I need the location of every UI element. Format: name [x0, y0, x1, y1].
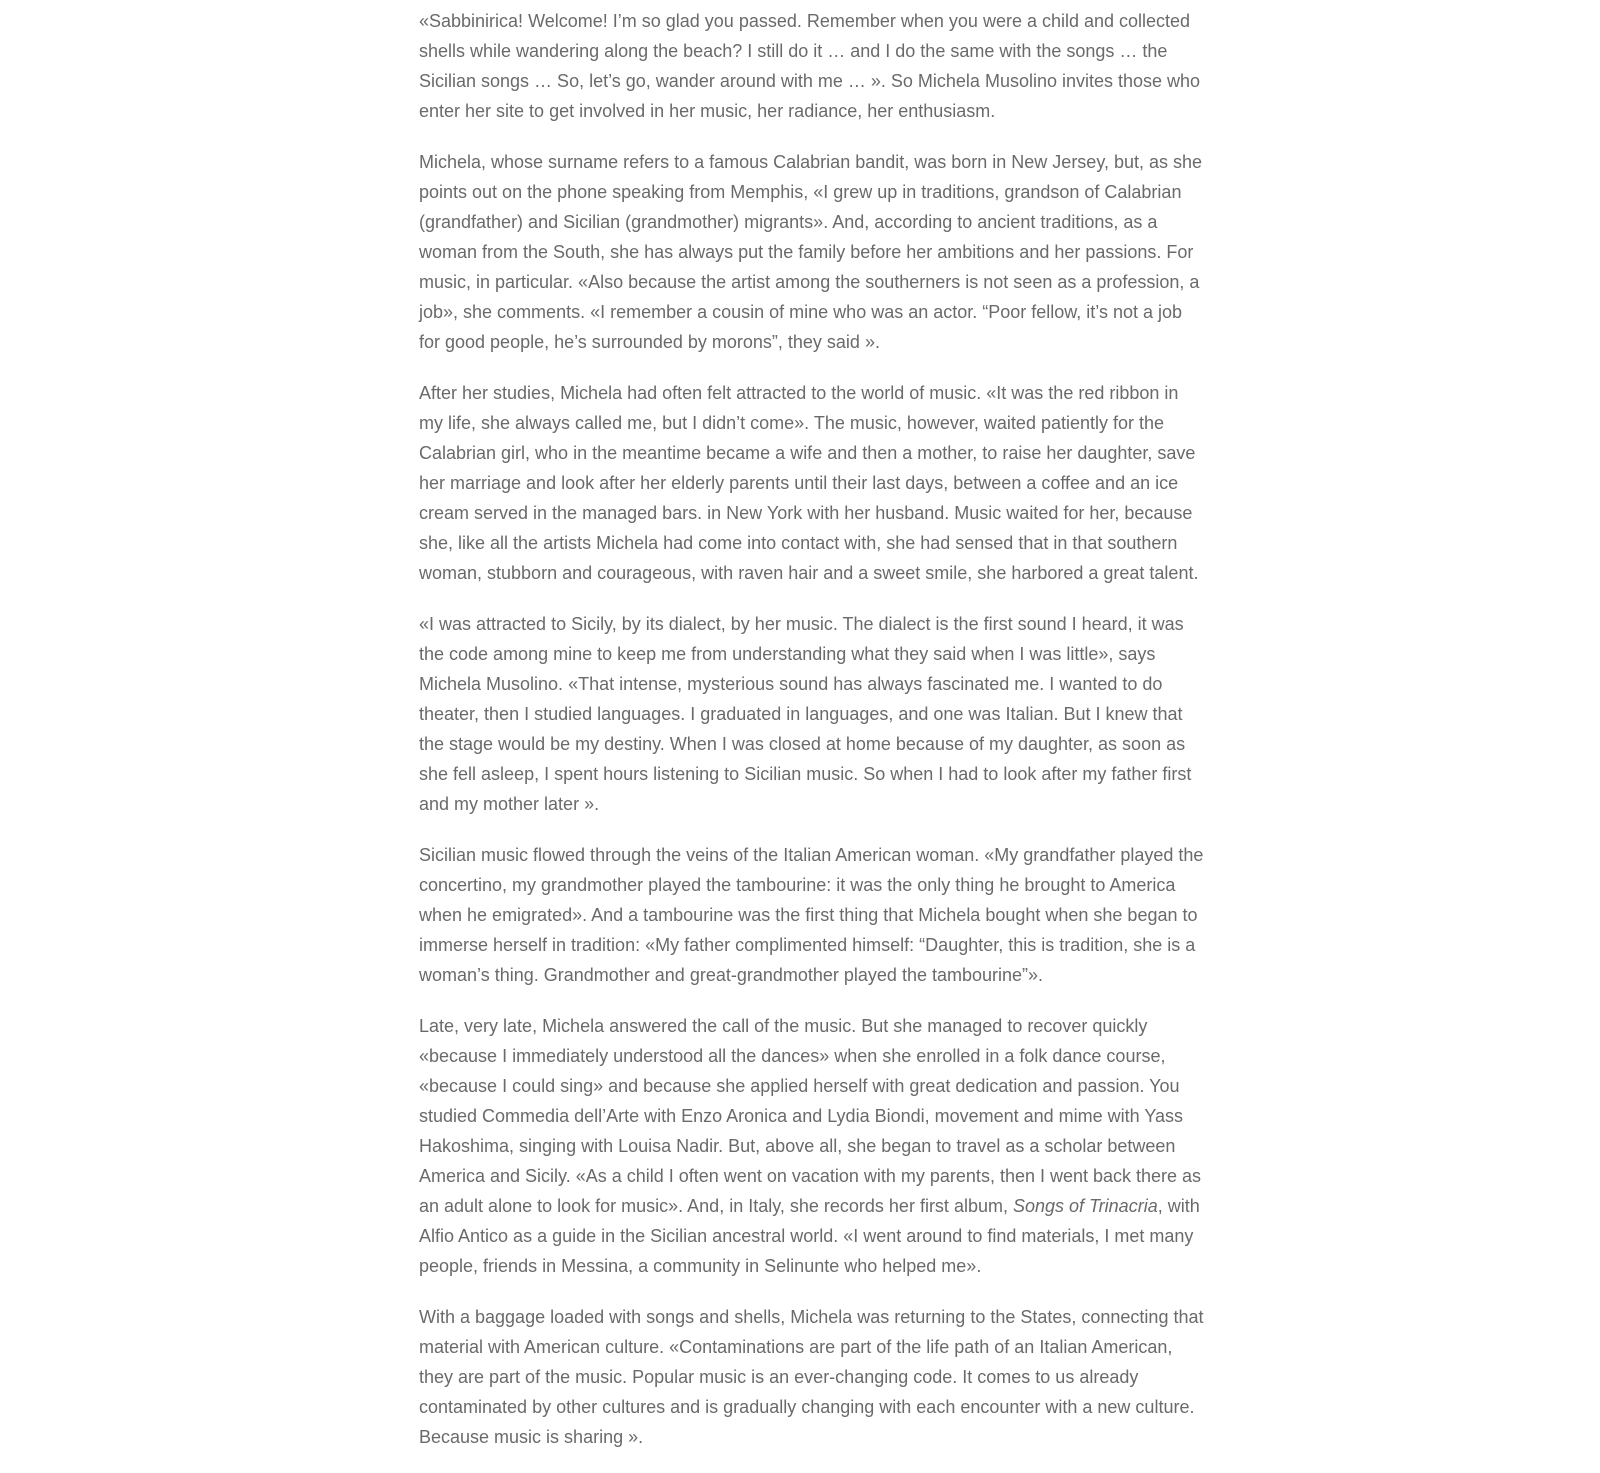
paragraph-first-album-text-end: , with Alfio Antico as a guide in the Sicilian ancestral world. «I went around to find materials, I met many people, friends in Messina, a community in Selinunte who helped me».: [419, 1196, 1200, 1276]
album-title: Songs of Trinacria: [1012, 1196, 1158, 1216]
paragraph-contaminations: With a baggage loaded with songs and shells, Michela was returning to the States, connecting that material with American culture. «Contaminations are part of the life path of an Italian American, they are part of the music. Popular music is an ever-changing code. It comes to us already contaminated by other cultures and is gradually changing with each encounter with a new culture. Because music is sharing ».: [419, 1307, 1204, 1447]
paragraph-sicily: «I was attracted to Sicily, by its dialect, by her music. The dialect is the first sound I heard, it was the code among mine to keep me from understanding what they said when I was little», says Michela Musolino. «That intense, mysterious sound has always fascinated me. I wanted to do theater, then I studied languages. I graduated in languages, and one was Italian. But I knew that the stage would be my destiny. When I was closed at home because of my daughter, as soon as she fell asleep, I spent hours listening to Sicilian music. So when I had to look after my father first and my mother later ».: [419, 614, 1192, 814]
paragraph-welcome: «Sabbinirica! Welcome! I’m so glad you passed. Remember when you were a child and collected shells while wandering along the beach? I still do it … and I do the same with the songs … the Sicilian songs … So, let’s go, wander around with me … ». So Michela Musolino invites those who enter her site to get involved in her music, her radiance, her enthusiasm.: [419, 11, 1201, 121]
paragraph-first-album: [419, 1011, 1204, 1281]
paragraph-tambourine: Sicilian music flowed through the veins of the Italian American woman. «My grandfather played the concertino, my grandmother played the tambourine: it was the only thing he brought to America when he emigrated». And a tambourine was the first thing that Michela bought when she began to immerse herself in tradition: «My father complimented himself: “Daughter, this is tradition, she is a woman’s thing. Grandmother and great-grandmother played the tambourine”».: [419, 845, 1204, 985]
article-body: [419, 6, 1204, 1473]
paragraph-studies: After her studies, Michela had often felt attracted to the world of music. «It was the red ribbon in my life, she always called me, but I didn’t come». The music, however, waited patiently for the Calabrian girl, who in the meantime became a wife and then a mother, to raise her daughter, save her marriage and look after her elderly parents until their last days, between a coffee and an ice cream served in the managed bars. in New York with her husband. Music waited for her, because she, like all the artists Michela had come into contact with, she had sensed that in that southern woman, stubborn and courageous, with raven hair and a sweet smile, she harbored a great talent.: [419, 383, 1199, 583]
paragraph-first-album-text: Late, very late, Michela answered the call of the music. But she managed to recover quickly «because I immediately understood all the dances» when she enrolled in a folk dance course, «because I could sing» and because she applied herself with great dedication and passion. You studied Commedia dell’Arte with Enzo Aronica and Lydia Biondi, movement and mime with Yass Hakoshima, singing with Louisa Nadir. But, above all, she began to travel as a scholar between America and Sicily. «As a child I often went on vacation with my parents, then I went back there as an adult alone to look for music». And, in Italy, she records her first album,: [419, 1016, 1202, 1216]
paragraph-origins: Michela, whose surname refers to a famous Calabrian bandit, was born in New Jersey, but, as she points out on the phone speaking from Memphis, «I grew up in traditions, grandson of Calabrian (grandfather) and Sicilian (grandmother) migrants». And, according to ancient traditions, as a woman from the South, she has always put the family before her ambitions and her passions. For music, in particular. «Also because the artist among the southerners is not seen as a profession, a job», she comments. «I remember a cousin of mine who was an actor. “Poor fellow, it’s not a job for good people, he’s surrounded by morons”, they said ».: [419, 152, 1203, 352]
